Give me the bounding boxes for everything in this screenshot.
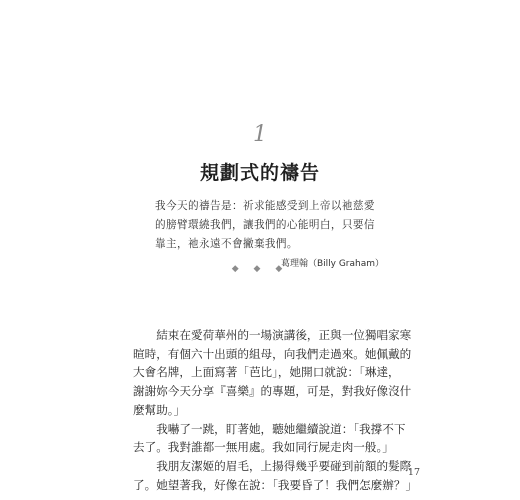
body-line: 麼幫助。」 xyxy=(133,402,186,417)
chapter-title: 規劃式的禱告 xyxy=(199,162,320,184)
epigraph-line: 的膀臂環繞我們，讓我們的心能明白，只要信 xyxy=(155,219,375,231)
body-line: 謝謝妳今天分享『喜樂』的專題，可是，對我好像沒什 xyxy=(133,384,412,399)
body-line: 我嚇了一跳，盯著她，聽她繼續說道：「我撐不下 xyxy=(133,421,406,436)
body-line: 暄時，有個六十出頭的組母，向我們走過來。她佩戴的 xyxy=(133,346,412,361)
body-line: 了。她望著我，好像在說：「我要昏了！我們怎麼辦？」 xyxy=(133,477,418,492)
epigraph-attribution: 葛理翰（Billy Graham） xyxy=(280,259,384,269)
body-line: 我朋友潔姬的眉毛，上揚得幾乎要碰到前額的髮際 xyxy=(133,458,412,473)
epigraph-quote xyxy=(155,197,385,254)
epigraph-line: 靠主，祂永遠不會撇棄我們。 xyxy=(155,238,298,250)
page-number: 17 xyxy=(407,467,420,478)
diamond-ornament-icon: ◆ ◆ ◆ xyxy=(231,264,289,274)
chapter-number: 1 xyxy=(253,122,267,147)
body-line: 大會名牌，上面寫著「芭比」，她開口就說：「琳達， xyxy=(133,365,400,380)
epigraph-line: 我今天的禱告是：祈求能感受到上帝以祂慈愛 xyxy=(155,200,375,212)
body-line: 結束在愛荷華州的一場演講後，正與一位獨唱家寒 xyxy=(133,328,412,342)
body-line: 去了。我對誰都一無用處。我如同行屍走肉一般。」 xyxy=(133,440,394,455)
